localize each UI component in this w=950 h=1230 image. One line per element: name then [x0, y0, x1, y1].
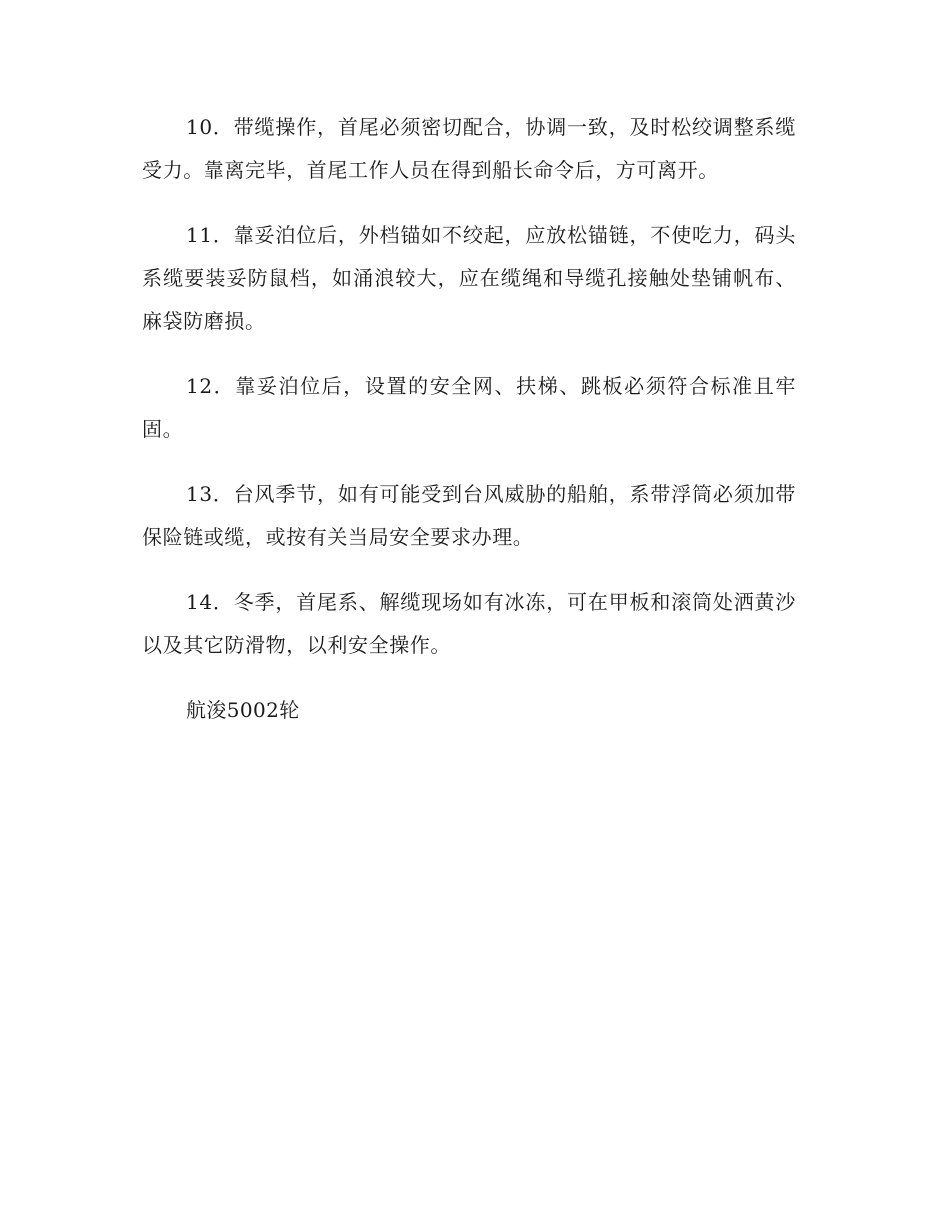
ship-signature: 航浚5002轮 [186, 698, 300, 722]
paragraph-item-14: 14．冬季，首尾系、解缆现场如有冰冻，可在甲板和滚筒处洒黄沙以及其它防滑物，以利安全操作。 [142, 590, 796, 657]
paragraph-item-12: 12．靠妥泊位后，设置的安全网、扶梯、跳板必须符合标准且牢固。 [142, 374, 796, 441]
document-body [142, 106, 796, 732]
paragraph-item-13: 13．台风季节，如有可能受到台风威胁的船舶，系带浮筒必须加带保险链或缆，或按有关当局安全要求办理。 [142, 482, 796, 549]
paragraph-item-11: 11．靠妥泊位后，外档锚如不绞起，应放松锚链，不使吃力，码头系缆要装妥防鼠档，如涌浪较大，应在缆绳和导缆孔接触处垫铺帆布、麻袋防磨损。 [142, 223, 796, 333]
paragraph-item-10: 10．带缆操作，首尾必须密切配合，协调一致，及时松绞调整系缆受力。靠离完毕，首尾工作人员在得到船长命令后，方可离开。 [142, 115, 796, 182]
